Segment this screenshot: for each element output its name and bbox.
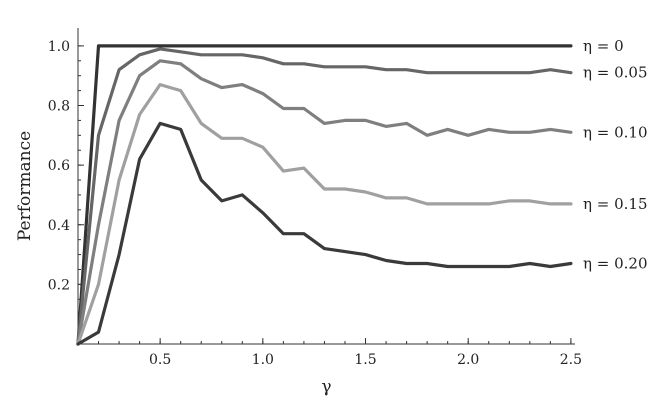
y-tick-label: 0.6 xyxy=(47,158,70,175)
x-tick-label: 2.5 xyxy=(559,352,583,368)
x-tick-label: 0.5 xyxy=(149,352,172,368)
series-label: η = 0.20 xyxy=(583,254,648,273)
series-line xyxy=(78,49,571,344)
x-tick-label: 1.5 xyxy=(354,352,377,368)
series-line xyxy=(78,123,571,344)
series-lines xyxy=(78,46,571,344)
x-axis-label: γ xyxy=(321,377,332,397)
series-label: η = 0.15 xyxy=(583,194,648,213)
series-label: η = 0.05 xyxy=(583,63,648,82)
x-tick-label: 1.0 xyxy=(251,352,274,368)
series-line xyxy=(78,46,571,344)
y-tick-label: 0.2 xyxy=(47,277,70,294)
y-tick-label: 0.8 xyxy=(47,98,70,115)
x-tick-label: 2.0 xyxy=(457,352,480,368)
y-ticks xyxy=(48,39,84,329)
series-label: η = 0 xyxy=(583,36,624,55)
y-tick-label: 1.0 xyxy=(47,38,70,55)
series-label: η = 0.10 xyxy=(583,123,648,142)
y-axis-label: Performance xyxy=(15,130,35,242)
x-ticks xyxy=(78,338,582,368)
y-tick-label: 0.4 xyxy=(47,217,70,234)
series-labels xyxy=(583,37,648,273)
